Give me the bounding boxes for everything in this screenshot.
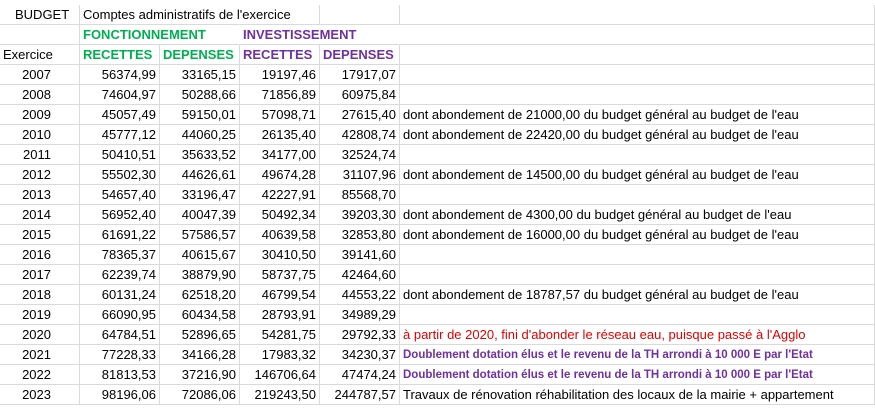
note-cell[interactable]	[400, 245, 875, 265]
recettes-f-cell[interactable]: 55502,30	[80, 165, 160, 185]
year-cell[interactable]: 2021	[0, 345, 80, 365]
year-cell[interactable]: 2015	[0, 225, 80, 245]
depenses-f-cell[interactable]: 33165,15	[160, 65, 240, 85]
depenses-f-cell[interactable]: 50288,66	[160, 85, 240, 105]
depenses-f-label: DEPENSES	[163, 47, 234, 62]
depenses-f-cell[interactable]: 38879,90	[160, 265, 240, 285]
note-cell[interactable]	[400, 145, 875, 165]
year-cell[interactable]: 2017	[0, 265, 80, 285]
year-cell[interactable]: 2008	[0, 85, 80, 105]
depenses-i-cell[interactable]: 17917,07	[320, 65, 400, 85]
note-cell[interactable]	[400, 185, 875, 205]
recettes-f-cell[interactable]: 64784,51	[80, 325, 160, 345]
empty-cell[interactable]	[400, 25, 875, 45]
depenses-i-cell[interactable]: 32524,74	[320, 145, 400, 165]
depenses-f-cell[interactable]: 35633,52	[160, 145, 240, 165]
recettes-f-cell[interactable]: 54657,40	[80, 185, 160, 205]
depenses-f-cell[interactable]: 72086,06	[160, 385, 240, 405]
fonctionnement-header[interactable]	[80, 25, 240, 45]
depenses-i-cell[interactable]: 42464,60	[320, 265, 400, 285]
recettes-i-cell[interactable]: 40639,58	[240, 225, 320, 245]
investissement-header[interactable]	[240, 25, 400, 45]
depenses-i-cell[interactable]: 27615,40	[320, 105, 400, 125]
recettes-i-cell[interactable]: 71856,89	[240, 85, 320, 105]
depenses-investissement-header[interactable]	[320, 45, 400, 65]
note-cell[interactable]: dont abondement de 4300,00 du budget général au budget de l'eau	[400, 205, 875, 225]
recettes-i-cell[interactable]: 28793,91	[240, 305, 320, 325]
recettes-f-cell[interactable]: 66090,95	[80, 305, 160, 325]
depenses-i-cell[interactable]: 244787,57	[320, 385, 400, 405]
note-cell[interactable]	[400, 85, 875, 105]
recettes-f-cell[interactable]: 62239,74	[80, 265, 160, 285]
depenses-i-cell[interactable]: 42808,74	[320, 125, 400, 145]
empty-cell[interactable]	[400, 45, 875, 65]
recettes-i-cell[interactable]: 58737,75	[240, 265, 320, 285]
recettes-f-cell[interactable]: 45777,12	[80, 125, 160, 145]
recettes-f-cell[interactable]: 60131,24	[80, 285, 160, 305]
year-cell[interactable]: 2022	[0, 365, 80, 385]
year-cell[interactable]: 2016	[0, 245, 80, 265]
recettes-f-cell[interactable]: 56374,99	[80, 65, 160, 85]
year-cell[interactable]: 2019	[0, 305, 80, 325]
empty-cell[interactable]	[240, 5, 320, 25]
recettes-i-cell[interactable]: 46799,54	[240, 285, 320, 305]
depenses-i-cell[interactable]: 34230,37	[320, 345, 400, 365]
note-cell[interactable]: à partir de 2020, fini d'abonder le réseau eau, puisque passé à l'Agglo	[400, 325, 875, 345]
depenses-f-cell[interactable]: 40615,67	[160, 245, 240, 265]
exercice-label: Exercice	[3, 47, 53, 62]
recettes-f-cell[interactable]: 45057,49	[80, 105, 160, 125]
recettes-f-cell[interactable]: 74604,97	[80, 85, 160, 105]
depenses-f-cell[interactable]: 44060,25	[160, 125, 240, 145]
note-cell[interactable]: dont abondement de 21000,00 du budget général au budget de l'eau	[400, 105, 875, 125]
recettes-i-cell[interactable]: 219243,50	[240, 385, 320, 405]
year-cell[interactable]: 2020	[0, 325, 80, 345]
recettes-i-cell[interactable]: 146706,64	[240, 365, 320, 385]
year-cell[interactable]: 2007	[0, 65, 80, 85]
depenses-i-cell[interactable]: 29792,33	[320, 325, 400, 345]
depenses-i-cell[interactable]: 47474,24	[320, 365, 400, 385]
note-cell[interactable]: dont abondement de 22420,00 du budget général au budget de l'eau	[400, 125, 875, 145]
note-cell[interactable]: dont abondement de 18787,57 du budget général au budget de l'eau	[400, 285, 875, 305]
depenses-f-cell[interactable]: 52896,65	[160, 325, 240, 345]
depenses-i-label: DEPENSES	[323, 47, 394, 62]
recettes-f-cell[interactable]: 77228,33	[80, 345, 160, 365]
note-cell[interactable]: dont abondement de 16000,00 du budget général au budget de l'eau	[400, 225, 875, 245]
note-cell[interactable]	[400, 65, 875, 85]
year-cell[interactable]: 2023	[0, 385, 80, 405]
fonctionnement-label: FONCTIONNEMENT	[83, 27, 206, 42]
recettes-i-cell[interactable]: 19197,46	[240, 65, 320, 85]
year-cell[interactable]: 2010	[0, 125, 80, 145]
title-cell[interactable]	[80, 5, 291, 25]
depenses-i-cell[interactable]: 32853,80	[320, 225, 400, 245]
depenses-i-cell[interactable]: 85568,70	[320, 185, 400, 205]
recettes-investissement-header[interactable]	[240, 45, 320, 65]
investissement-label: INVESTISSEMENT	[243, 27, 357, 42]
recettes-i-cell[interactable]: 50492,34	[240, 205, 320, 225]
depenses-i-cell[interactable]: 34989,29	[320, 305, 400, 325]
recettes-f-cell[interactable]: 98196,06	[80, 385, 160, 405]
recettes-i-cell[interactable]: 30410,50	[240, 245, 320, 265]
depenses-f-cell[interactable]: 60434,58	[160, 305, 240, 325]
year-cell[interactable]: 2013	[0, 185, 80, 205]
recettes-fonctionnement-header[interactable]	[80, 45, 160, 65]
note-cell[interactable]: Travaux de rénovation réhabilitation des locaux de la mairie + appartement	[400, 385, 875, 405]
recettes-i-cell[interactable]: 54281,75	[240, 325, 320, 345]
recettes-i-cell[interactable]: 26135,40	[240, 125, 320, 145]
depenses-f-cell[interactable]: 37216,90	[160, 365, 240, 385]
recettes-f-cell[interactable]: 56952,40	[80, 205, 160, 225]
recettes-i-cell[interactable]: 34177,00	[240, 145, 320, 165]
depenses-i-cell[interactable]: 39203,30	[320, 205, 400, 225]
budget-label: BUDGET	[15, 7, 70, 22]
depenses-f-cell[interactable]: 59150,01	[160, 105, 240, 125]
recettes-f-cell[interactable]: 61691,22	[80, 225, 160, 245]
note-cell[interactable]	[400, 265, 875, 285]
depenses-f-cell[interactable]: 34166,28	[160, 345, 240, 365]
depenses-f-cell[interactable]: 33196,47	[160, 185, 240, 205]
recettes-f-label: RECETTES	[83, 47, 153, 62]
recettes-f-cell[interactable]: 78365,37	[80, 245, 160, 265]
depenses-f-cell[interactable]: 40047,39	[160, 205, 240, 225]
depenses-i-cell[interactable]: 60975,84	[320, 85, 400, 105]
recettes-i-cell[interactable]: 57098,71	[240, 105, 320, 125]
year-cell[interactable]: 2012	[0, 165, 80, 185]
recettes-i-cell[interactable]: 49674,28	[240, 165, 320, 185]
note-cell[interactable]: dont abondement de 14500,00 du budget général au budget de l'eau	[400, 165, 875, 185]
empty-cell[interactable]	[0, 25, 80, 45]
note-cell[interactable]	[400, 305, 875, 325]
note-cell[interactable]: Doublement dotation élus et le revenu de la TH arrondi à 10 000 E par l'Etat	[400, 345, 875, 365]
recettes-i-cell[interactable]: 17983,32	[240, 345, 320, 365]
year-cell[interactable]: 2018	[0, 285, 80, 305]
year-cell[interactable]: 2014	[0, 205, 80, 225]
recettes-i-cell[interactable]: 42227,91	[240, 185, 320, 205]
depenses-i-cell[interactable]: 31107,96	[320, 165, 400, 185]
depenses-f-cell[interactable]: 62518,20	[160, 285, 240, 305]
depenses-i-cell[interactable]: 39141,60	[320, 245, 400, 265]
note-cell[interactable]: Doublement dotation élus et le revenu de la TH arrondi à 10 000 E par l'Etat	[400, 365, 875, 385]
empty-cell[interactable]	[400, 5, 875, 25]
depenses-f-cell[interactable]: 57586,57	[160, 225, 240, 245]
year-cell[interactable]: 2009	[0, 105, 80, 125]
year-cell[interactable]: 2011	[0, 145, 80, 165]
depenses-f-cell[interactable]: 44626,61	[160, 165, 240, 185]
depenses-fonctionnement-header[interactable]	[160, 45, 240, 65]
empty-cell[interactable]	[320, 5, 400, 25]
recettes-f-cell[interactable]: 50410,51	[80, 145, 160, 165]
budget-label-cell[interactable]	[0, 5, 80, 25]
recettes-f-cell[interactable]: 81813,53	[80, 365, 160, 385]
exercice-header[interactable]	[0, 45, 80, 65]
depenses-i-cell[interactable]: 44553,22	[320, 285, 400, 305]
sheet-title: Comptes administratifs de l'exercice	[83, 7, 291, 22]
recettes-i-label: RECETTES	[243, 47, 313, 62]
